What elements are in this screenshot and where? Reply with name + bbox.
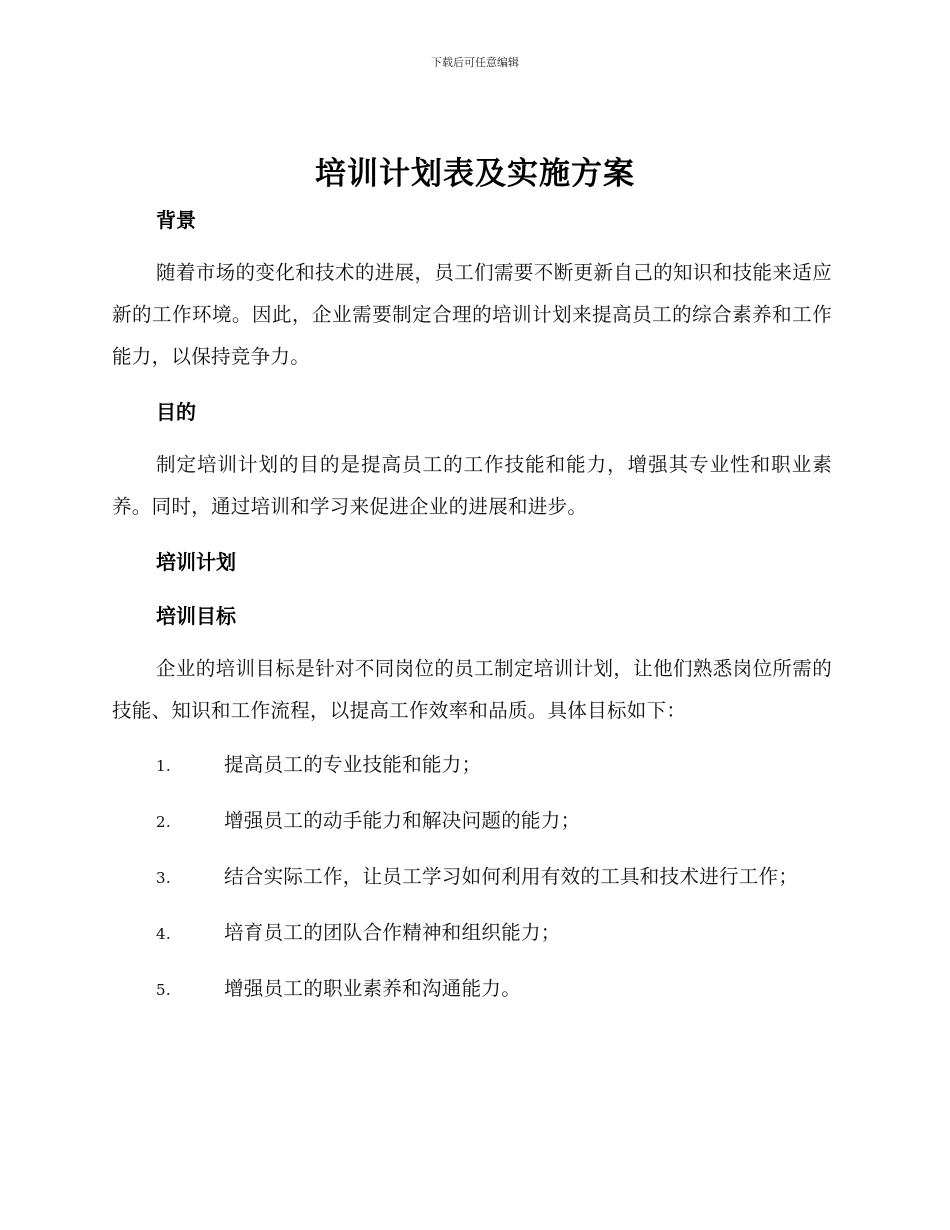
list-item: [112, 968, 832, 1011]
document-title: 培训计划表及实施方案: [315, 156, 635, 192]
section-heading-background: 背景: [156, 208, 196, 232]
list-item: [112, 800, 832, 843]
list-item-number: 1.: [156, 757, 171, 775]
list-item: [112, 912, 832, 955]
list-item-number: 2.: [156, 813, 171, 831]
paragraph-purpose: 制定培训计划的目的是提高员工的工作技能和能力，增强其专业性和职业素养。同时，通过培训和学习来促进企业的进展和进步。: [112, 453, 832, 518]
list-item-number: 3.: [156, 869, 171, 887]
header-note: 下载后可任意编辑: [431, 56, 519, 69]
list-item-text: 增强员工的职业素养和沟通能力。: [224, 977, 522, 1000]
list-item-text: 结合实际工作，让员工学习如何利用有效的工具和技术进行工作；: [224, 865, 799, 888]
list-item-number: 4.: [156, 925, 171, 943]
list-item-text: 培育员工的团队合作精神和组织能力；: [224, 921, 561, 944]
list-item-text: 提高员工的专业技能和能力；: [224, 753, 482, 776]
list-item: [112, 744, 832, 787]
paragraph-background: 随着市场的变化和技术的进展，员工们需要不断更新自己的知识和技能来适应新的工作环境。因此，企业需要制定合理的培训计划来提高员工的综合素养和工作能力，以保持竞争力。: [112, 261, 832, 368]
paragraph-goals: 企业的培训目标是针对不同岗位的员工制定培训计划，让他们熟悉岗位所需的技能、知识和工作流程，以提高工作效率和品质。具体目标如下：: [112, 657, 832, 722]
section-heading-goals: 培训目标: [156, 604, 236, 628]
section-heading-plan: 培训计划: [156, 550, 236, 574]
document-body: [112, 198, 832, 1024]
section-heading-purpose: 目的: [156, 400, 196, 424]
list-item-number: 5.: [156, 981, 171, 999]
list-item-text: 增强员工的动手能力和解决问题的能力；: [224, 809, 581, 832]
list-item: [112, 856, 832, 899]
